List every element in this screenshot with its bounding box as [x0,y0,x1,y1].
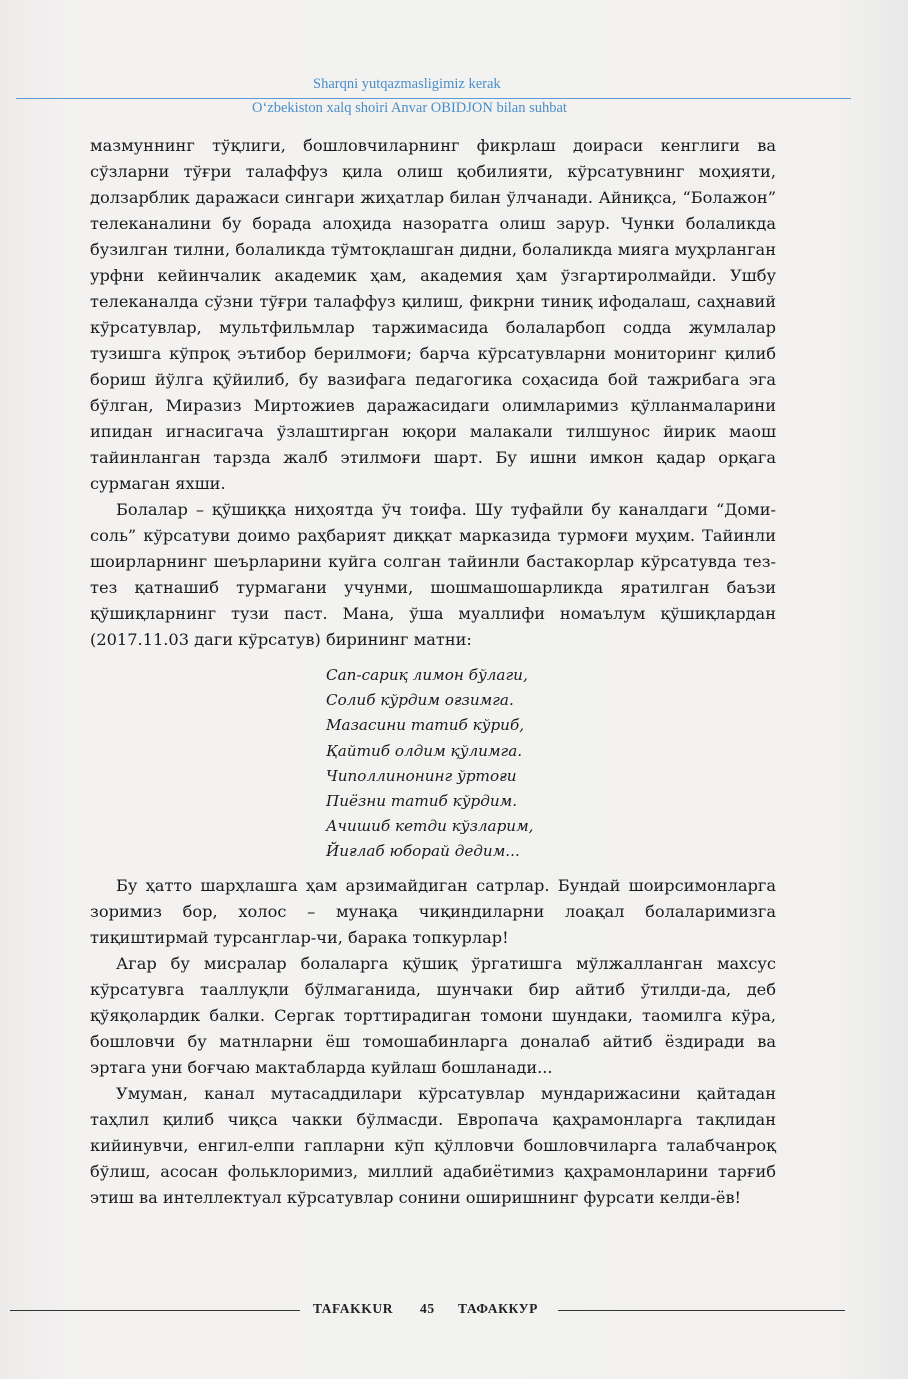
poem-line: Пиёзни татиб кўрдим. [326,792,518,811]
page-footer [0,1299,908,1323]
poem-line: Қайтиб олдим қўлимга. [326,741,523,760]
paragraph-continued: мазмуннинг тўқлиги, бошловчиларнинг фикрлаш доираси кенглиги ва сўзларни тўғри талаффуз қила олиш қобилияти, кўрсатувнинг моҳияти, долзарблик даражаси сингари жиҳатлар билан ўлчанади. Айниқса, “Болажон” телеканалини бу борада алоҳида назоратга олиш зарур. Чунки болаликда бузилган тилни, болаликда тўмтоқлашган дидни, болаликда мияга муҳрланган урфни кейинчалик академик ҳам, академия ҳам ўзгартиролмайди. Ушбу телеканалда сўзни тўғри талаффуз қилиш, фикрни тиниқ ифодалаш, саҳнавий кўрсатувлар, мультфильмлар таржимасида болаларбоп содда жумлалар тузишга кўпроқ эътибор берилмоғи; барча кўрсатувларни мониторинг қилиб бориш йўлга қўйилиб, бу вазифага педагогика соҳасида бой тажрибага эга бўлган, Миразиз Миртожиев даражасидаги олимларимиз қўлланмаларини ипидан игнасигача ўзлаштирган юқори малакали тилшунос йирик маош тайинланган тарзда жалб этилмоғи шарт. Бу ишни имкон қадар орқага сурмаган яхши. [90,136,776,493]
poem-line: Ачишиб кетди кўзларим, [326,817,534,836]
poem-line: Чиполлинонинг ўртоғи [326,766,517,785]
song-lyrics [326,663,776,865]
article-body [90,133,776,1211]
paragraph: Агар бу мисралар болаларга қўшиқ ўргатишга мўлжалланган махсус кўрсатувга таaллуқли бўлмаганида, шунчаки бир айтиб ўтилди-да, деб қўяқолардик балки. Сергак торттирадиган томони шундаки, таомилга кўра, бошловчи бу матнларни ёш томошабинларга доналаб айтиб ёздиради ва эртага уни боғчаю мактабларда куйлаш бошланади... [90,953,776,1077]
journal-name-latin: TAFAKKUR [313,1301,394,1316]
footer-rule-right [558,1310,845,1311]
running-head-title: Sharqni yutqazmasligimiz kerak [313,76,501,92]
poem-line: Мазасини татиб кўриб, [326,716,525,735]
journal-name-cyrillic: ТАФАККУР [458,1301,538,1316]
running-head-rule [16,98,851,99]
paragraph: Умуман, канал мутасаддилари кўрсатувлар мундарижасини қайтадан таҳлил қилиб чиқса чакки бўлмасди. Европача қаҳрамонларга тақлидан кийинувчи, енгил-елпи гапларни кўп қўлловчи бошловчиларга талабчанроқ бўлиш, асосан фольклоримиз, миллий адабиётимиз қаҳрамонларини тарғиб этиш ва интеллектуал кўрсатувлар сонини оширишнинг фурсати келди-ёв! [90,1083,776,1207]
paragraph: Болалар – қўшиққа ниҳоятда ўч тоифа. Шу туфайли бу каналдаги “Доми-соль” кўрсатуви доимо раҳбарият диққат марказида турмоғи муҳим. Тайинли шоирларнинг шеърларини куйга солган тайинли бастакорлар кўрсатувда тез-тез қатнашиб турмагани учунми, шошмашошарликда яратилган баъзи қўшиқларнинг тузи паст. Мана, ўша муаллифи номаълум қўшиқлардан (2017.11.03 даги кўрсатув) бирининг матни: [90,500,776,649]
footer-rule-left [10,1310,300,1311]
paragraph: Бу ҳатто шарҳлашга ҳам арзимайдиган сатрлар. Бундай шоирсимонларга зоримиз бор, холос – мунақа чиқиндиларни лоақал болаларимизга тиқиштирмай турсанглар-чи, барака топкурлар! [90,875,776,947]
poem-line: Солиб кўрдим оғзимга. [326,691,514,710]
running-head-subtitle: O‘zbekiston xalq shoiri Anvar OBIDJON bilan suhbat [252,100,567,116]
poem-line: Йиғлаб юборай дедим... [326,842,520,861]
poem-line: Сап-сариқ лимон бўлаги, [326,666,528,684]
page-number: 45 [420,1301,435,1316]
